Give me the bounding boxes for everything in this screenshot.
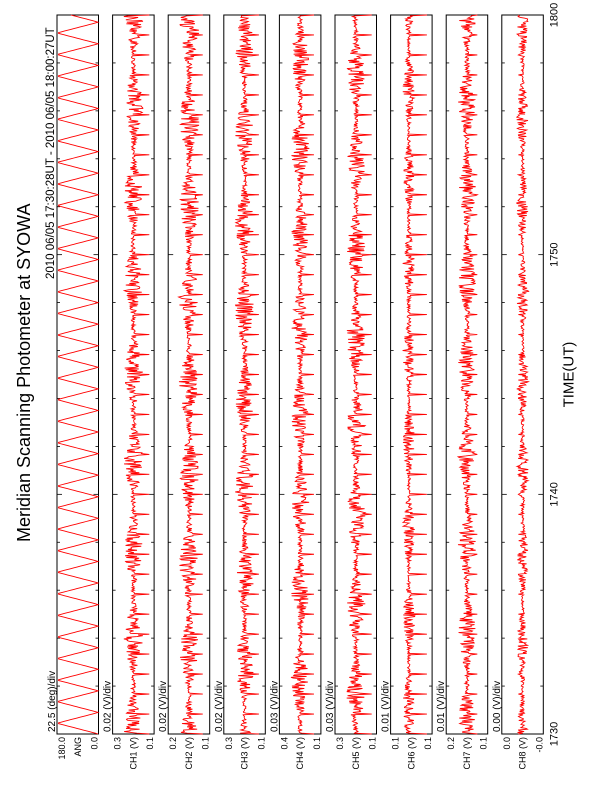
series-trace-ch6	[403, 15, 427, 734]
panel-scale-label: 0.02 (V)/div	[213, 680, 225, 732]
plot-rotated-group	[14, 3, 577, 770]
panel-ch7	[436, 15, 489, 770]
panel-scale-label: 0.00 (V)/div	[491, 680, 503, 732]
panel-ch4	[269, 15, 322, 770]
tick-label-low: 0.1	[311, 737, 322, 750]
x-tick-label: 1730	[548, 721, 561, 747]
panel-ch5	[325, 15, 378, 770]
panel-scale-label: 0.02 (V)/div	[102, 680, 114, 732]
panel-scale-label: 0.02 (V)/div	[158, 680, 170, 732]
series-trace-ch5	[347, 15, 372, 734]
panel-scale-label: 0.03 (V)/div	[269, 680, 281, 732]
tick-label-high: 0.4	[279, 737, 290, 750]
panel-axis-name: CH2 (V)	[183, 737, 194, 770]
panels-layer	[47, 15, 544, 770]
tick-label-high: 0.3	[223, 737, 234, 750]
tick-label-low: 0.1	[423, 737, 434, 750]
series-trace-ch1	[124, 15, 149, 734]
series-trace-ch2	[179, 15, 203, 734]
tick-label-high: 0.0	[501, 737, 512, 750]
panel-axis-name: ANG	[72, 737, 83, 757]
series-trace-ch7	[458, 15, 477, 734]
panel-scale-label: 0.01 (V)/div	[436, 680, 448, 732]
tick-label-low: 0.1	[256, 737, 267, 750]
panel-ch6	[381, 15, 434, 770]
x-tick-label: 1750	[548, 242, 561, 267]
panel-axis-name: CH5 (V)	[350, 737, 361, 770]
tick-label-high: 180.0	[57, 737, 67, 760]
tick-label-low: -0.0	[534, 737, 545, 753]
tick-label-high: 0.3	[112, 737, 123, 750]
panel-axis-name: CH8 (V)	[517, 737, 528, 770]
chart-title: Meridian Scanning Photometer at SYOWA	[14, 203, 34, 542]
panel-axis-name: CH6 (V)	[406, 737, 417, 770]
tick-label-low: 0.1	[478, 737, 489, 750]
tick-label-low: 0.0	[89, 737, 100, 750]
panel-ch8	[492, 15, 545, 770]
tick-label-high: 0.2	[446, 737, 457, 750]
tick-label-low: 0.1	[145, 737, 156, 750]
panel-frame	[446, 15, 488, 734]
panel-scale-label: 0.03 (V)/div	[325, 680, 336, 732]
tick-label-high: 0.3	[335, 737, 345, 750]
time-range-label: 2010 06/05 17:30:28UT - 2010 06/05 18:00:27UT	[45, 27, 57, 279]
panel-scale-label: 0.01 (V)/div	[380, 680, 392, 732]
panel-axis-name: CH4 (V)	[295, 737, 306, 770]
time-axis-layer	[548, 3, 560, 746]
tick-label-high: 0.1	[390, 737, 401, 750]
x-tick-label: 1800	[548, 2, 561, 28]
series-trace-ang	[59, 15, 98, 734]
panel-axis-name: CH7 (V)	[461, 737, 472, 770]
panel-ch1	[103, 15, 156, 770]
panel-scale-label: 22.5 (deg)/div	[47, 670, 58, 732]
panel-axis-name: CH3 (V)	[239, 737, 250, 770]
panel-ch3	[214, 15, 266, 770]
panel-frame	[57, 15, 99, 734]
tick-label-low: 0.1	[367, 737, 378, 750]
series-trace-ch8	[517, 15, 529, 734]
tick-label-low: 0.1	[200, 737, 211, 750]
x-axis-label: TIME(UT)	[560, 341, 578, 408]
panel-axis-name: CH1 (V)	[128, 737, 139, 770]
tick-label-high: 0.2	[168, 737, 179, 750]
series-trace-ch4	[291, 15, 314, 734]
panel-ch2	[158, 15, 211, 770]
series-trace-ch3	[235, 15, 259, 734]
x-tick-label: 1740	[548, 482, 561, 507]
